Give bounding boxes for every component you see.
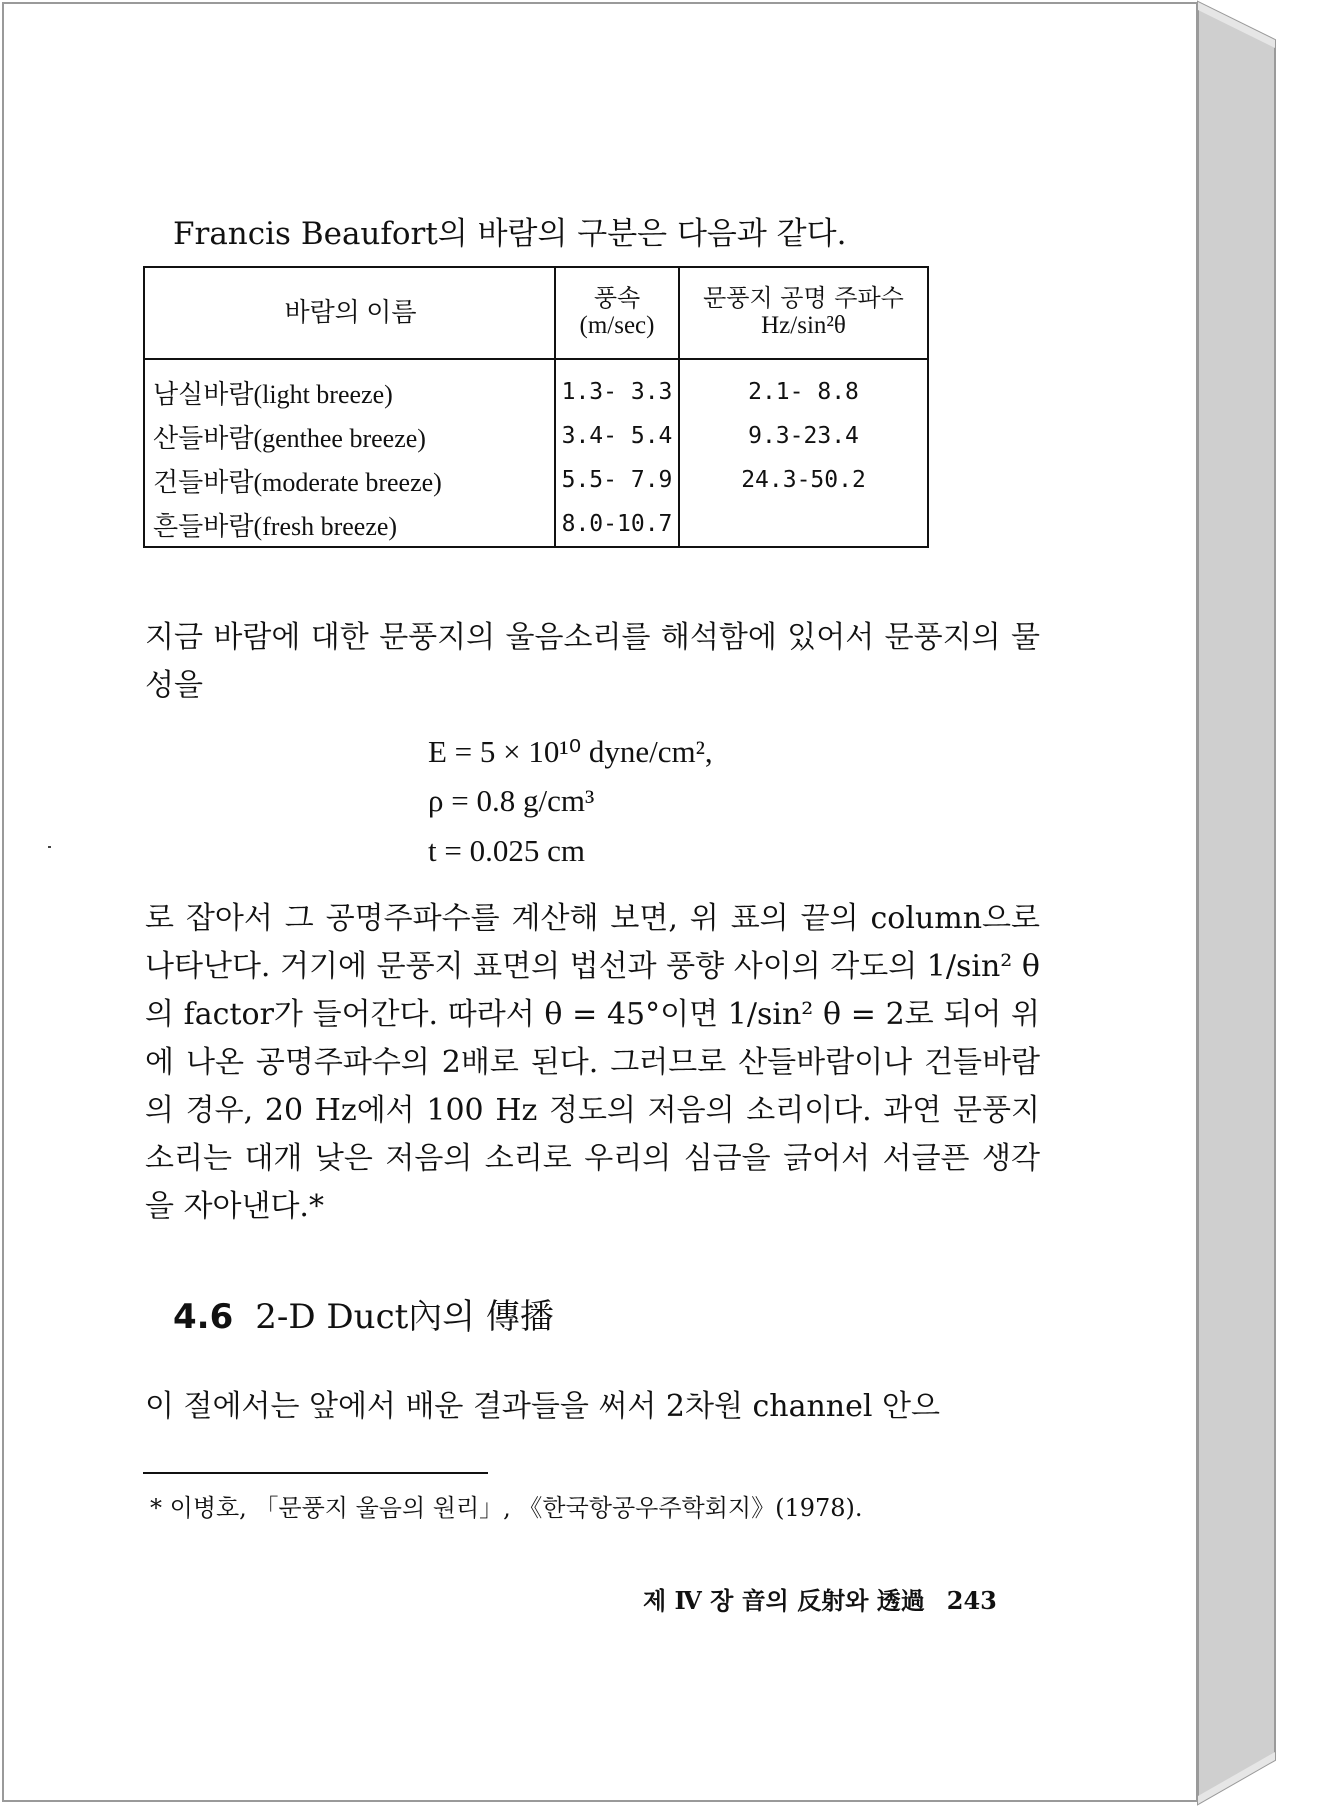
table-row: [144, 359, 928, 414]
table-row: [144, 502, 928, 547]
cell-wind-name: 산들바람(genthee breeze): [144, 414, 555, 458]
equation-thickness: t = 0.025 cm: [428, 833, 585, 868]
cell-frequency: [679, 502, 928, 547]
cell-frequency: 9.3-23.4: [679, 414, 928, 458]
table-header-row: [144, 267, 928, 359]
cell-frequency: 2.1- 8.8: [679, 359, 928, 414]
header-wind-name: 바람의 이름: [144, 267, 555, 359]
paragraph-section-intro: 이 절에서는 앞에서 배운 결과들을 써서 2차원 channel 안으: [145, 1389, 940, 1424]
cell-frequency: 24.3-50.2: [679, 458, 928, 502]
table-row: [144, 414, 928, 458]
intro-sentence: Francis Beaufort의 바람의 구분은 다음과 같다.: [173, 216, 847, 252]
cell-wind-name: 남실바람(light breeze): [144, 359, 555, 414]
paragraph-material-properties: 지금 바람에 대한 문풍지의 울음소리를 해석함에 있어서 문풍지의 물성을: [145, 620, 1040, 703]
running-chapter-title: 제 Ⅳ 장 音의 反射와 透過: [643, 1586, 925, 1615]
equation-density: ρ = 0.8 g/cm³: [428, 783, 595, 818]
cell-wind-speed: 1.3- 3.3: [555, 359, 679, 414]
beaufort-wind-table: [143, 266, 929, 548]
cell-wind-speed: 5.5- 7.9: [555, 458, 679, 502]
cell-wind-name: 건들바람(moderate breeze): [144, 458, 555, 502]
cell-wind-speed: 3.4- 5.4: [555, 414, 679, 458]
cell-wind-name: 흔들바람(fresh breeze): [144, 502, 555, 547]
page-number: 243: [946, 1586, 997, 1615]
section-heading: [173, 1289, 554, 1338]
section-number: 4.6: [173, 1297, 234, 1337]
paragraph-resonance-discussion: 로 잡아서 그 공명주파수를 계산해 보면, 위 표의 끝의 column으로 나타난다. 거기에 문풍지 표면의 법선과 풍향 사이의 각도의 1/sin² θ의 factor가 들어간다. 따라서 θ = 45°이면 1/sin² θ = 2로 되어 위에 나온 공명주파수의 2배로 된다. 그러므로 산들바람이나 건들바람의 경우, 20 Hz에서 100 Hz 정도의 저음의 소리이다. 과연 문풍지 소리는 대개 낮은 저음의 소리로 우리의 심금을 긁어서 서글픈 생각을 자아낸다.*: [145, 901, 1040, 1224]
cell-wind-speed: 8.0-10.7: [555, 502, 679, 547]
section-title-text: 2-D Duct內의 傳播: [255, 1297, 554, 1337]
equation-youngs-modulus: E = 5 × 10¹⁰ dyne/cm²,: [428, 734, 713, 769]
table-row: [144, 458, 928, 502]
footnote: * 이병호, 「문풍지 울음의 원리」, 《한국항공우주학회지》(1978).: [150, 1494, 863, 1522]
scan-speck: [48, 846, 51, 848]
header-resonance-frequency: 문풍지 공명 주파수 Hz/sin²θ: [679, 267, 928, 359]
header-wind-speed: 풍속 (m/sec): [555, 267, 679, 359]
footnote-divider: [143, 1472, 488, 1474]
page-footer: [643, 1581, 997, 1616]
